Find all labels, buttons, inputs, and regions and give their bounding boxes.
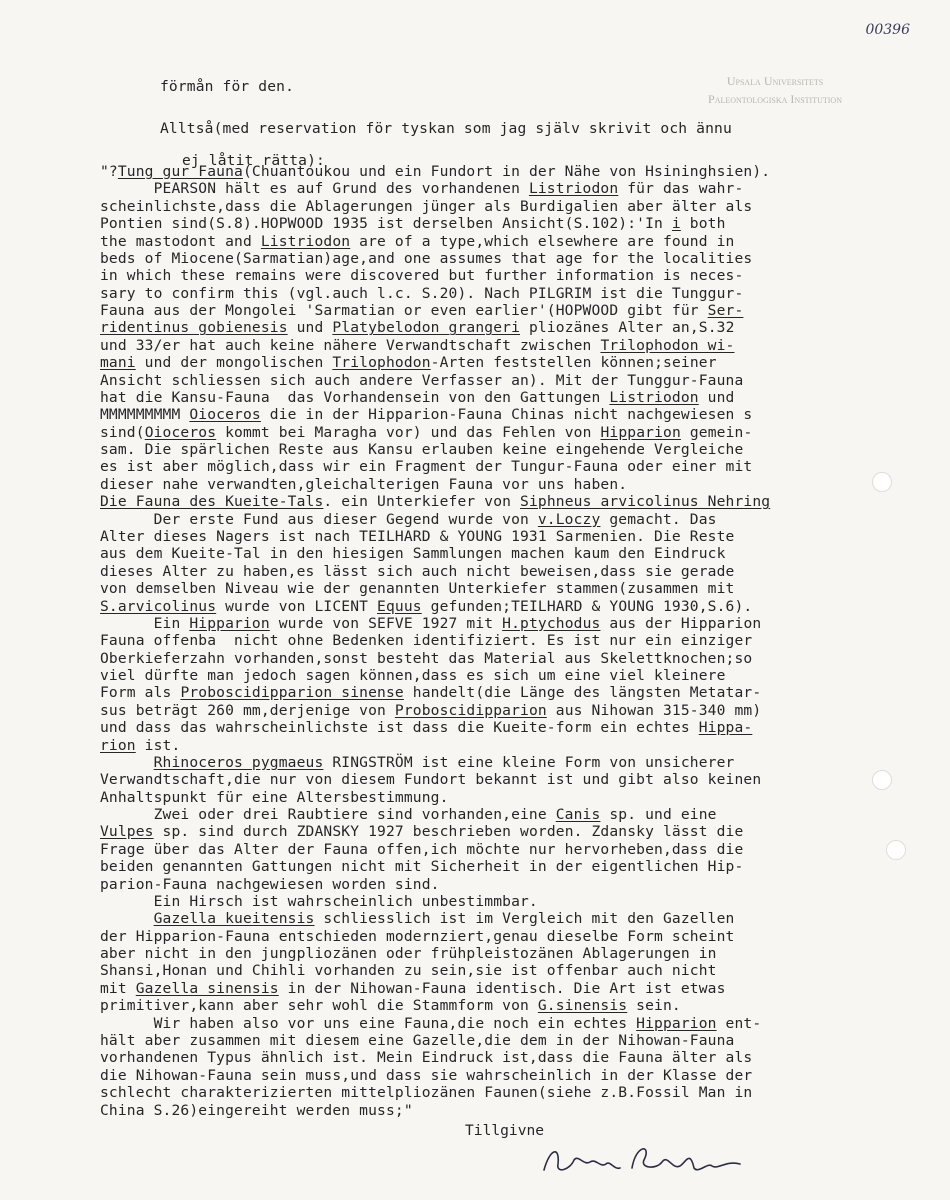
- text-run: wurde von LICENT: [216, 597, 378, 615]
- body-line: [100, 267, 743, 284]
- text-run: gemein-: [680, 423, 753, 441]
- body-line: [100, 962, 717, 979]
- text-run: pliozänes Alter an,S.32: [520, 319, 735, 337]
- closing-salutation: Tillgivne: [465, 1122, 545, 1139]
- body-line: [100, 702, 761, 719]
- text-run: "?: [100, 163, 118, 180]
- text-run: Alter dieses Nagers ist nach TEILHARD & YOUNG 1931 Sarmenien. Die Reste: [100, 527, 735, 545]
- text-run: handelt(die Länge des längsten Metatar-: [403, 684, 762, 702]
- body-line: [100, 858, 743, 875]
- text-run: MMMMMMMMM: [100, 406, 190, 424]
- text-run: Wir haben also vor uns eine Fauna,die noch ein echtes: [100, 1014, 637, 1032]
- text-run: (Chuantoukou und ein Fundort in der Nähe von Hsininghsien).: [242, 163, 771, 180]
- text-run: viel dürfte man jedoch sagen können,dass es sich um eine viel kleinere: [100, 667, 726, 685]
- text-run: wurde von SEFVE 1927 mit: [269, 614, 503, 632]
- text-run: und: [698, 388, 735, 406]
- body-line: [100, 1049, 752, 1066]
- body-line: [100, 372, 743, 389]
- punch-hole-2: [872, 770, 892, 790]
- text-run: mit: [100, 979, 136, 997]
- text-run: sein.: [627, 997, 681, 1015]
- text-run: [100, 754, 154, 771]
- underlined-taxon: G.sinensis: [537, 997, 628, 1015]
- text-run: in which these remains were discovered but further information is neces-: [100, 267, 744, 285]
- text-run: aber nicht in den jungpliozänen oder frühpleistozänen Ablagerungen in: [100, 945, 717, 963]
- text-run: PEARSON hält es auf Grund des vorhandenen: [100, 180, 529, 198]
- text-run: ist.: [135, 736, 181, 754]
- body-line: [100, 945, 717, 962]
- text-run: ej låtit rätta):: [182, 152, 325, 169]
- underlined-taxon: Vulpes: [100, 823, 154, 841]
- underlined-taxon: Gazella kueitensis: [153, 910, 315, 928]
- body-line: [100, 771, 761, 788]
- underlined-taxon: Listriodon: [260, 232, 351, 250]
- underlined-taxon: H.ptychodus: [502, 614, 601, 632]
- body-line: [100, 163, 770, 180]
- text-run: aus dem Kueite-Tal in den hiesigen Sammlungen machen kaum den Eindruck: [100, 545, 726, 563]
- body-line: [100, 319, 735, 336]
- text-run: Der erste Fund aus dieser Gegend wurde von: [100, 510, 538, 528]
- underlined-taxon: Platybelodon grangeri: [332, 319, 521, 337]
- underlined-taxon: Oioceros: [189, 406, 261, 424]
- text-run: sus beträgt 260 mm,derjenige von: [100, 701, 395, 719]
- text-run: die Nihowan-Fauna sein muss,und dass sie wahrscheinlich in der Klasse der: [100, 1066, 753, 1084]
- body-line: [100, 215, 726, 232]
- body-line: [100, 928, 734, 945]
- text-run: vorhandenen Typus ähnlich ist. Mein Eindruck ist,dass die Fauna älter als: [100, 1049, 753, 1067]
- text-run: scheinlichste,dass die Ablagerungen jünger als Burdigalien aber älter als: [100, 197, 753, 215]
- text-run: dieses Alter zu haben,es lässt sich auch nicht beweisen,dass sie gerade: [100, 562, 735, 580]
- underlined-taxon: Gazella sinensis: [135, 979, 279, 997]
- underlined-taxon: i: [671, 215, 681, 233]
- text-run: Fauna aus der Mongolei 'Sarmatian or even earlier'(HOPWOOD gibt für: [100, 302, 708, 320]
- underlined-taxon: Proboscidipparion: [394, 701, 547, 719]
- body-line: [100, 545, 726, 562]
- underlined-taxon: Die Fauna des Kueite-Tals: [100, 493, 324, 511]
- underlined-taxon: Canis: [555, 806, 601, 824]
- body-line: [160, 78, 294, 95]
- underlined-taxon: Proboscidipparion sinense: [180, 684, 404, 702]
- text-run: sind(: [100, 423, 145, 441]
- text-run: RINGSTRÖM ist eine kleine Form von unsicherer: [323, 753, 735, 771]
- text-run: China S.26)eingereiht werden muss;": [100, 1101, 413, 1119]
- underlined-taxon: v.Loczy: [537, 510, 601, 528]
- text-run: Ein: [100, 614, 190, 632]
- body-line: [100, 1032, 734, 1049]
- text-run: für das wahr-: [618, 180, 744, 198]
- body-line: [100, 458, 752, 475]
- text-run: Shansi,Honan und Chihli vorhanden zu sein,sie ist offenbar auch nicht: [100, 962, 717, 980]
- text-run: both: [680, 215, 726, 233]
- body-line: [100, 893, 538, 910]
- underlined-taxon: Listriodon: [528, 180, 619, 198]
- body-line: [100, 180, 743, 197]
- text-run: hat die Kansu-Fauna das Vorhandensein von den Gattungen: [100, 388, 610, 406]
- text-run: [100, 910, 154, 927]
- letterhead-line-1: Upsala Universitets: [726, 74, 824, 88]
- body-line: [100, 910, 735, 927]
- text-run: die in der Hipparion-Fauna Chinas nicht nachgewiesen s: [260, 406, 753, 424]
- body-line: [100, 528, 734, 545]
- text-run: Frage über das Alter der Fauna offen,ich möchte nur hervorheben,dass die: [100, 840, 744, 858]
- body-line: [100, 285, 743, 302]
- letterhead-line-2: Paleontologiska Institution: [708, 92, 842, 106]
- body-line: [100, 789, 449, 806]
- text-run: sp. sind durch ZDANSKY 1927 beschrieben worden. Zdansky lässt die: [153, 823, 744, 841]
- punch-hole-3: [886, 840, 906, 860]
- body-line: [100, 806, 717, 823]
- text-run: sary to confirm this (vgl.auch l.c. S.20). Nach PILGRIM ist die Tunggur-: [100, 284, 744, 302]
- text-run: Zwei oder drei Raubtiere sind vorhanden,eine: [100, 806, 556, 824]
- text-run: Pontien sind(S.8).HOPWOOD 1935 ist derselben Ansicht(S.102):'In: [100, 215, 672, 233]
- body-line: [100, 980, 726, 997]
- body-line: [100, 754, 735, 771]
- body-line: [100, 354, 717, 371]
- text-run: beiden genannten Gattungen nicht mit Sicherheit in der eigentlichen Hip-: [100, 858, 744, 876]
- letterhead-stamp: [680, 72, 870, 108]
- underlined-taxon: Equus: [377, 597, 422, 615]
- text-run: Ansicht schliessen sich auch andere Verfasser an). Mit der Tunggur-Fauna: [100, 371, 744, 389]
- text-run: Verwandtschaft,die nur von diesem Fundort bekannt ist und gibt also keinen: [100, 771, 762, 789]
- body-line: [160, 120, 732, 137]
- text-run: -Arten feststellen können;seiner: [430, 354, 717, 372]
- archive-number: 00396: [865, 22, 910, 38]
- underlined-taxon: Oioceros: [144, 423, 217, 441]
- underlined-taxon: mani: [100, 354, 136, 372]
- body-line: [100, 250, 752, 267]
- body-line: [100, 511, 717, 528]
- underlined-taxon: rion: [100, 736, 136, 754]
- text-run: beds of Miocene(Sarmatian)age,and one assumes that age for the localities: [100, 249, 753, 267]
- body-line: [100, 580, 734, 597]
- body-line: [100, 1015, 761, 1032]
- body-line: [100, 302, 743, 319]
- underlined-taxon: ridentinus gobienesis: [100, 319, 288, 337]
- body-line: [100, 876, 440, 893]
- text-run: von demselben Niveau wie der genannten Unterkiefer stammen(zusammen mit: [100, 580, 735, 598]
- body-line: [100, 389, 735, 406]
- text-run: the mastodont and: [100, 232, 261, 250]
- body-line: [100, 650, 752, 667]
- underlined-taxon: Siphneus arvicolinus Nehring: [520, 493, 771, 511]
- text-run: Form als: [100, 684, 181, 702]
- body-line: [100, 233, 735, 250]
- text-run: are of a type,which elsewhere are found in: [350, 232, 735, 250]
- underlined-taxon: Tung gur Fauna: [117, 163, 243, 180]
- body-line: [100, 997, 681, 1014]
- text-run: der Hipparion-Fauna entschieden modernziert,genau dieselbe Form scheint: [100, 927, 735, 945]
- underlined-taxon: S.arvicolinus: [100, 597, 217, 615]
- body-line: [100, 598, 752, 615]
- body-line: [100, 841, 743, 858]
- text-run: Alltså(med reservation för tyskan som jag själv skrivit och ännu: [160, 120, 732, 137]
- text-run: schliesslich ist im Vergleich mit den Gazellen: [314, 910, 735, 928]
- underlined-taxon: Trilophodon: [332, 354, 431, 372]
- text-run: sam. Die spärlichen Reste aus Kansu erlauben keine eingehende Vergleiche: [100, 441, 744, 459]
- underlined-taxon: Hipparion: [636, 1014, 717, 1032]
- body-line: [100, 493, 770, 510]
- text-run: und der mongolischen: [135, 354, 333, 372]
- body-line: [100, 406, 752, 423]
- body-line: [100, 667, 726, 684]
- text-run: kommt bei Maragha vor) und das Fehlen von: [216, 423, 601, 441]
- text-run: Fauna offenba nicht ohne Bedenken identifiziert. Es ist nur ein einziger: [100, 632, 753, 650]
- underlined-taxon: Hippa-: [698, 719, 753, 737]
- text-run: in der Nihowan-Fauna identisch. Die Art ist etwas: [278, 979, 726, 997]
- body-line: [100, 441, 743, 458]
- underlined-taxon: Trilophodon wi-: [600, 336, 735, 354]
- body-line: [100, 684, 761, 701]
- text-run: . ein Unterkiefer von: [323, 493, 521, 511]
- body-line: [100, 615, 761, 632]
- text-run: aus Nihowan 315-340 mm): [546, 701, 762, 719]
- text-run: sp. und eine: [600, 806, 717, 824]
- text-run: förmån för den.: [160, 78, 295, 95]
- text-run: gemacht. Das: [600, 510, 717, 528]
- body-line: [100, 737, 180, 754]
- body-line: [100, 1102, 413, 1119]
- text-run: Anhaltspunkt für eine Altersbestimmung.: [100, 788, 449, 806]
- text-run: aus der Hipparion: [600, 614, 762, 632]
- text-run: und: [287, 319, 333, 337]
- body-line: [100, 823, 743, 840]
- text-run: und 33/er hat auch keine nähere Verwandtschaft zwischen: [100, 336, 601, 354]
- text-run: dieser nahe verwandten,gleichalterigen Fauna vor uns haben.: [100, 475, 628, 493]
- body-line: [100, 719, 752, 736]
- body-line: [100, 563, 734, 580]
- text-run: Ein Hirsch ist wahrscheinlich unbestimmbar.: [100, 892, 538, 910]
- body-line: [100, 1084, 752, 1101]
- body-line: [100, 198, 752, 215]
- body-line: [100, 337, 734, 354]
- underlined-taxon: Listriodon: [609, 388, 699, 406]
- text-run: primitiver,kann aber sehr wohl die Stammform von: [100, 997, 538, 1015]
- text-run: ent-: [716, 1014, 762, 1032]
- text-run: gefunden;TEILHARD & YOUNG 1930,S.6).: [421, 597, 753, 615]
- underlined-taxon: Rhinoceros pygmaeus: [153, 753, 324, 771]
- underlined-taxon: Hipparion: [600, 423, 681, 441]
- underlined-taxon: Ser-: [707, 302, 744, 320]
- text-run: hält aber zusammen mit diesem eine Gazelle,die dem in der Nihowan-Fauna: [100, 1032, 735, 1049]
- punch-hole-1: [872, 472, 892, 492]
- body-line: [100, 632, 752, 649]
- text-run: schlecht charakterizierten mittelpliozänen Faunen(siehe z.B.Fossil Man in: [100, 1084, 753, 1102]
- text-run: und dass das wahrscheinlichste ist dass die Kueite-form ein echtes: [100, 719, 699, 737]
- body-line: [100, 424, 752, 441]
- underlined-taxon: Hipparion: [189, 614, 270, 632]
- text-run: parion-Fauna nachgewiesen worden sind.: [100, 875, 440, 893]
- body-line: [100, 1067, 752, 1084]
- handwritten-signature: [540, 1140, 750, 1180]
- body-line: [100, 476, 627, 493]
- text-run: Oberkieferzahn vorhanden,sonst besteht das Material aus Skelettknochen;so: [100, 649, 753, 667]
- text-run: es ist aber möglich,dass wir ein Fragment der Tungur-Fauna oder einer mit: [100, 458, 753, 476]
